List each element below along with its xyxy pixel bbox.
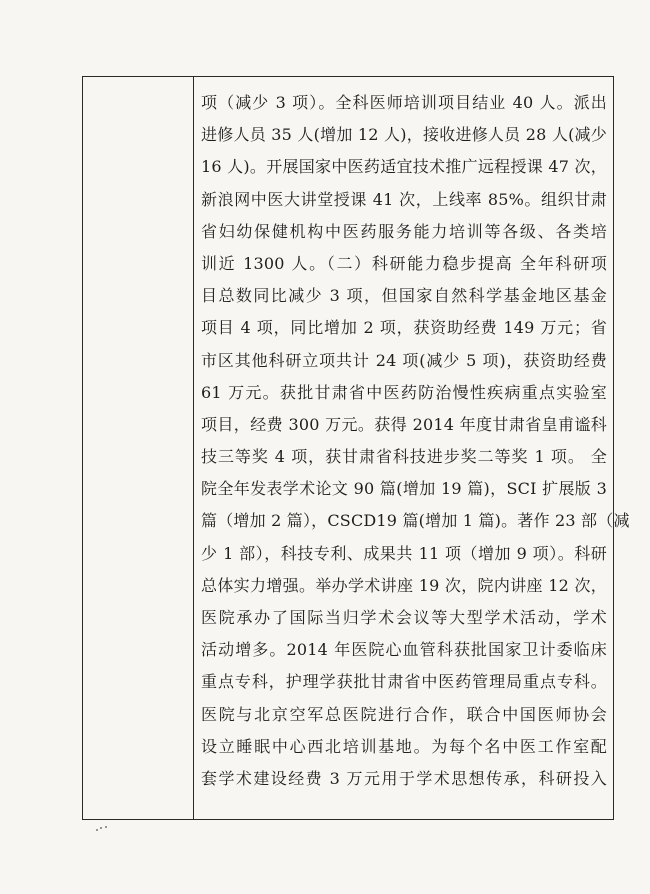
text-line: 套学术建设经费 3 万元用于学术思想传承，科研投入 [201, 768, 607, 788]
text-line: 61 万元。获批甘肃省中医药防治慢性疾病重点实验室 [201, 382, 607, 402]
text-line: 省妇幼保健机构中医药服务能力培训等各级、各类培 [201, 221, 607, 241]
scan-speck [96, 826, 110, 832]
text-line: 医院承办了国际当归学术会议等大型学术活动，学术 [201, 608, 607, 627]
text-line: 技三等奖 4 项，获甘肃省科技进步奖二等奖 1 项。 全 [201, 447, 607, 467]
text-line: 医院与北京空军总医院进行合作，联合中国医师协会 [201, 704, 607, 724]
text-line: 市区其他科研立项共计 24 项(减少 5 项)，获资助经费 [201, 350, 607, 370]
text-line: 设立睡眠中心西北培训基地。为每个名中医工作室配 [201, 736, 607, 756]
text-line: 项目，经费 300 万元。获得 2014 年度甘肃省皇甫谧科 [201, 414, 607, 434]
text-line: 活动增多。2014 年医院心血管科获批国家卫计委临床 [201, 640, 607, 660]
text-line: 院全年发表学术论文 90 篇(增加 19 篇)，SCI 扩展版 3 [201, 479, 607, 499]
text-line: 篇（增加 2 篇），CSCD19 篇(增加 1 篇)。著作 23 部（减 [201, 511, 630, 531]
text-line: 新浪网中医大讲堂授课 41 次，上线率 85%。组织甘肃 [201, 189, 607, 209]
text-line: 重点专科，护理学获批甘肃省中医药管理局重点专科。 [201, 672, 607, 692]
text-line: 目总数同比减少 3 项，但国家自然科学基金地区基金 [201, 286, 607, 306]
text-line: 16 人)。开展国家中医药适宜技术推广远程授课 47 次， [201, 157, 607, 177]
text-line: 少 1 部），科技专利、成果共 11 项（增加 9 项）。科研 [201, 543, 607, 563]
text-line: 进修人员 35 人(增加 12 人)，接收进修人员 28 人(减少 [201, 125, 607, 145]
column-divider [193, 77, 194, 819]
document-table [82, 76, 630, 820]
text-line: 训近 1300 人。（二）科研能力稳步提高 全年科研项 [201, 253, 607, 273]
content-cell [201, 87, 630, 795]
text-line: 项目 4 项，同比增加 2 项，获资助经费 149 万元；省 [201, 318, 607, 338]
text-line: 总体实力增强。举办学术讲座 19 次，院内讲座 12 次， [201, 575, 607, 595]
text-line: 项（减少 3 项）。全科医师培训项目结业 40 人。派出 [201, 93, 607, 112]
